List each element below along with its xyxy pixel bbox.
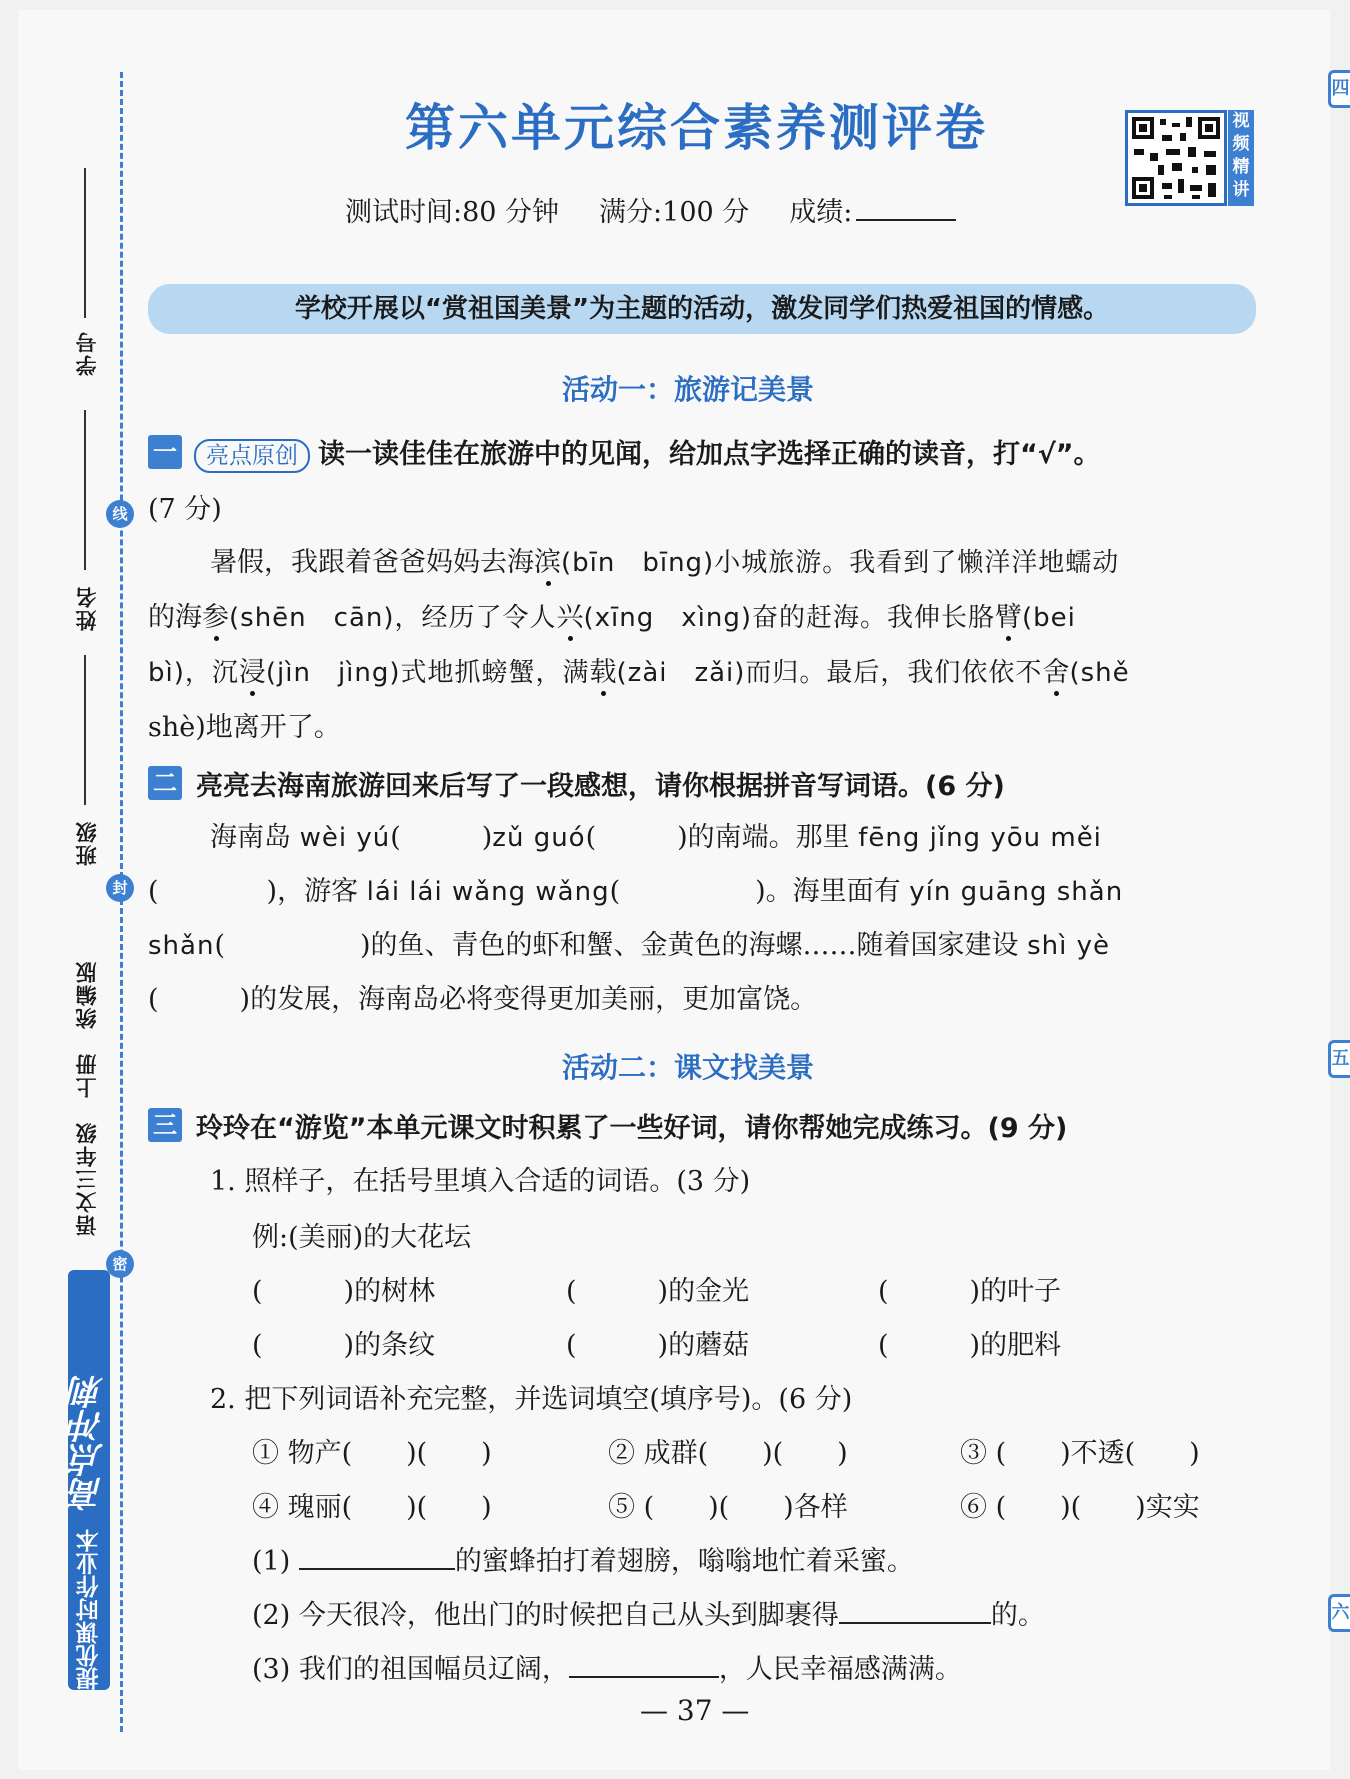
passage-line-2: 的海参(shēn cān)，经历了令人兴(xīng xìng)奋的赶海。我伸长胳臂(bei	[148, 602, 1076, 633]
question-2-number: 二	[148, 766, 182, 800]
fill-sentence-3: (3) 我们的祖国幅员辽阔， ，人民幸福感满满。	[252, 1654, 962, 1685]
passage-line-3	[148, 655, 1130, 691]
dotted-char: 滨	[534, 547, 561, 578]
dotted-char: 参	[202, 602, 229, 633]
brand-logo: 高点冲刺	[69, 1375, 110, 1511]
binding-dashed-line	[120, 72, 123, 1732]
idiom-item[interactable]: ② 成群( )( )	[608, 1438, 848, 1469]
theme-banner: 学校开展以“赏祖国美景”为主题的活动，激发同学们热爱祖国的情感。	[148, 284, 1256, 334]
answer-blank[interactable]: ( )，游客	[148, 876, 367, 907]
blank-phrase[interactable]: ( )的树林	[252, 1276, 436, 1307]
idiom-item[interactable]: ③ ( )不透( )	[960, 1438, 1200, 1469]
question-1-score: (7 分)	[148, 494, 222, 525]
name-line[interactable]	[84, 410, 86, 570]
brand-name: 提优课时作业本	[76, 1529, 103, 1690]
edition-label: 语文三年级 上册 统编版	[75, 960, 99, 1236]
page-title: 第六单元综合素养测评卷	[405, 98, 988, 157]
unit-tab-4[interactable]: 四	[1328, 70, 1350, 108]
score-label: 成绩:	[789, 197, 853, 228]
test-time: 测试时间:80 分钟	[345, 197, 560, 228]
class-line[interactable]	[84, 655, 86, 805]
example: 例:(美丽)的大花坛	[252, 1222, 472, 1253]
pinyin-choice[interactable]: (xīng xìng)奋的赶海。我伸长胳	[583, 603, 995, 633]
activity-2-heading: 活动二：课文找美景	[562, 1051, 815, 1084]
blank-phrase[interactable]: ( )的条纹	[252, 1330, 436, 1361]
pinyin-choice[interactable]: (bei	[1021, 603, 1076, 633]
dotted-char: 舍	[1042, 657, 1070, 688]
answer-blank[interactable]: ( )的南端。那里	[585, 822, 859, 853]
unit-tab-6[interactable]: 六	[1328, 1594, 1350, 1632]
dotted-char: 兴	[556, 602, 584, 633]
pinyin-choice[interactable]: (zài zǎi)而归。最后，我们依依不	[616, 658, 1043, 688]
dotted-char: 臂	[994, 602, 1022, 633]
pinyin-choice[interactable]: (shě	[1069, 658, 1130, 688]
idiom-item[interactable]: ⑥ ( )( )实实	[960, 1492, 1200, 1523]
class-label: 班级	[75, 820, 99, 866]
activity-1-heading: 活动一：旅游记美景	[562, 373, 815, 406]
idiom-item[interactable]: ④ 瑰丽( )( )	[252, 1492, 492, 1523]
question-1-number: 一	[148, 435, 182, 469]
test-info	[345, 190, 956, 229]
question-1-prompt	[194, 432, 1101, 473]
sub-question-1: 1. 照样子，在括号里填入合适的词语。(3 分)	[210, 1166, 751, 1197]
question-3-number: 三	[148, 1108, 182, 1142]
student-id-line[interactable]	[84, 168, 86, 318]
passage-line-4: shè)地离开了。	[148, 712, 341, 743]
blank-phrase[interactable]: ( )的肥料	[878, 1330, 1062, 1361]
blank-phrase[interactable]: ( )的叶子	[878, 1276, 1062, 1307]
answer-blank[interactable]: ( )。海里面有	[609, 876, 910, 907]
brand-bar	[68, 1270, 110, 1690]
page-number: — 37 —	[640, 1694, 750, 1727]
sub-question-2: 2. 把下列词语补充完整，并选词填空(填序号)。(6 分)	[210, 1384, 853, 1415]
score-blank[interactable]	[856, 219, 956, 221]
binding-mark-seal: 封	[106, 874, 134, 902]
pinyin-line-1: 海南岛 wèi yú( )zǔ guó( )的南端。那里 fēng jǐng yōu měi	[210, 822, 1102, 853]
question-3-prompt: 玲玲在“游览”本单元课文时积累了一些好词，请你帮她完成练习。(9 分)	[196, 1113, 1068, 1144]
pinyin-line-2: ( )，游客 lái lái wǎng wǎng( )。海里面有 yín guāng shǎn	[148, 876, 1124, 907]
answer-blank[interactable]	[299, 1544, 455, 1570]
qr-code-icon[interactable]	[1125, 110, 1227, 206]
passage-line-1: 暑假，我跟着爸爸妈妈去海滨(bīn bīng)小城旅游。我看到了懒洋洋地蠕动	[210, 547, 1120, 578]
student-id-label: 学号	[75, 330, 99, 376]
idiom-item[interactable]: ① 物产( )( )	[252, 1438, 492, 1469]
pinyin-line-4[interactable]: ( )的发展，海南岛必将变得更加美丽，更加富饶。	[148, 984, 818, 1015]
binding-mark-line: 线	[106, 500, 134, 528]
original-badge: 亮点原创	[194, 439, 310, 473]
full-score: 满分:100 分	[599, 197, 750, 228]
name-label: 姓名	[75, 585, 99, 631]
score-field	[789, 190, 956, 229]
pinyin-choice[interactable]: (jìn jìng)式地抓螃蟹，满	[265, 658, 590, 688]
question-1-text: 读一读佳佳在旅游中的见闻，给加点字选择正确的读音，打“√”。	[318, 439, 1101, 470]
dotted-char: 载	[589, 657, 617, 688]
blank-phrase[interactable]: ( )的蘑菇	[566, 1330, 750, 1361]
answer-blank[interactable]: ( )的鱼、青色的虾和蟹、金黄色的海螺……随着国家建设	[214, 930, 1028, 961]
video-tag[interactable]: 视频精讲	[1228, 110, 1254, 206]
dotted-char: 浸	[238, 657, 266, 688]
fill-sentence-1: (1) 的蜜蜂拍打着翅膀，嗡嗡地忙着采蜜。	[252, 1546, 914, 1577]
blank-phrase[interactable]: ( )的金光	[566, 1276, 750, 1307]
answer-blank[interactable]	[839, 1598, 991, 1624]
idiom-item[interactable]: ⑤ ( )( )各样	[608, 1492, 848, 1523]
pinyin-choice[interactable]: (shēn cān)，经历了令人	[229, 603, 557, 633]
binding-mark-secret: 密	[106, 1250, 134, 1278]
answer-blank[interactable]: ( )	[390, 822, 493, 853]
answer-blank[interactable]	[569, 1652, 719, 1678]
unit-tab-5[interactable]: 五	[1328, 1040, 1350, 1078]
pinyin-choice[interactable]: (bīn bīng)小城旅游。我看到了懒洋洋地蠕动	[561, 548, 1120, 578]
pinyin-line-3: shǎn( )的鱼、青色的虾和蟹、金黄色的海螺……随着国家建设 shì yè	[148, 930, 1110, 961]
pinyin-choice[interactable]: bì)，沉	[148, 658, 239, 688]
fill-sentence-2: (2) 今天很冷，他出门的时候把自己从头到脚裹得 的。	[252, 1600, 1045, 1631]
question-2-prompt: 亮亮去海南旅游回来后写了一段感想，请你根据拼音写词语。(6 分)	[196, 771, 1005, 802]
